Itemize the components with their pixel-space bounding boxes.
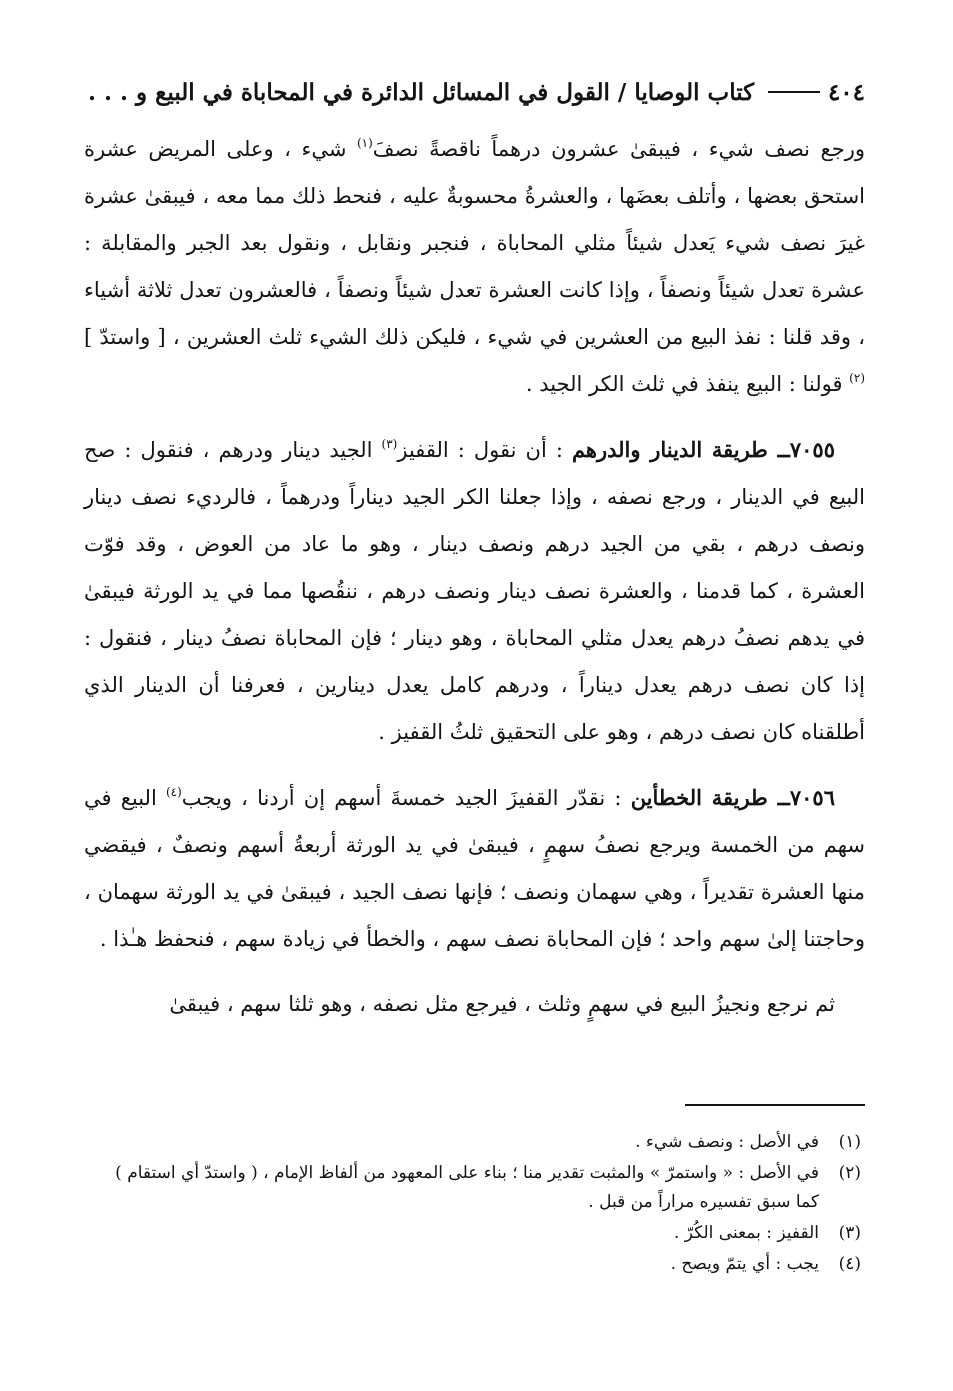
footnote-ref[interactable]: (٣) [381, 437, 398, 451]
footnote-1 [96, 1128, 861, 1157]
footnote-3 [96, 1219, 861, 1248]
footnotes [96, 1128, 861, 1281]
paragraph-text: قولنا : البيع ينفذ في ثلث الكر الجيد . [525, 372, 850, 396]
running-title: كتاب الوصايا / القول في المسائل الدائرة في المحاباة في البيع و . . . [88, 78, 755, 106]
paragraph-text: : أن نقول : القفيز [397, 438, 572, 462]
footnote-number: (٤) [838, 1254, 861, 1274]
main-text [84, 126, 865, 1028]
paragraph-7056 [84, 774, 865, 963]
footnote-divider [685, 1104, 865, 1106]
footnote-text: في الأصل : « واستمرّ » والمثبت تقدير منا ؛ بناء على المعهود من ألفاظ الإمام ، ( واستدّ أي استقام ) كما سبق تفسيره مراراً من قبل . [115, 1163, 819, 1212]
paragraph-continued [84, 126, 865, 408]
footnote-ref[interactable]: (٢) [849, 371, 865, 385]
running-header [88, 72, 865, 112]
paragraph-text: شيء ، وعلى المريض عشرة استحق بعضها ، وأتلف بعضَها ، والعشرةُ محسوبةٌ عليه ، فنحط ذلك مما معه ، فيبقىٰ عشرة غيرَ نصف شيء يَعدل شيئاً مثلي المحاباة ، فنجبر ونقابل ، ونقول بعد الجبر والمقابلة : عشرة تعدل شيئاً ونصفاً ، وإذا كانت العشرة تعدل شيئاً ونصفاً ، فالعشرون تعدل ثلاثة أشياء ، وقد قلنا : نفذ البيع من العشرين في شيء ، فليكن ذلك الشيء ثلث العشرين ، [ واستدّ ] [84, 137, 865, 349]
paragraph-text: ثم نرجع ونجيزُ البيع في سهمٍ وثلث ، فيرجع مثل نصفه ، وهو ثلثا سهم ، فيبقىٰ [169, 992, 835, 1016]
footnote-number: (٣) [838, 1223, 861, 1243]
section-number: ٧٠٥٥ــ [767, 437, 835, 462]
paragraph-text: ورجع نصف شيء ، فيبقىٰ عشرون درهماً ناقصةً نصفَ [372, 137, 866, 161]
section-number: ٧٠٥٦ــ [767, 785, 835, 810]
paragraph-text: البيع في سهم من الخمسة ويرجع نصفُ سهمٍ ، فيبقىٰ في يد الورثة أربعةُ أسهم ونصفٌ ، فيقضي منها العشرة تقديراً ، وهي سهمان ونصف ؛ فإنها نصف الجيد ، فيبقىٰ في يد الورثة سهمان ، وحاجتنا إلىٰ سهم واحد ؛ فإن المحاباة نصف سهم ، والخطأ في زيادة سهم ، فنحفظ هـٰذا . [84, 786, 865, 951]
footnote-2 [96, 1159, 861, 1217]
footnote-ref[interactable]: (١) [356, 136, 373, 150]
footnote-number: (٢) [838, 1163, 861, 1183]
footnote-ref[interactable]: (٤) [165, 785, 182, 799]
section-term: طريقة الدينار والدرهم [571, 437, 768, 462]
footnote-4 [96, 1250, 861, 1279]
footnote-text: القفيز : بمعنى الكُرّ . [673, 1223, 819, 1243]
section-term: طريقة الخطأين [630, 785, 768, 810]
paragraph-text: : نقدّر القفيزَ الجيد خمسةَ أسهم إن أردنا ، ويجب [181, 786, 631, 810]
page-number: ٤٠٤ [827, 78, 865, 106]
header-rule [768, 91, 820, 93]
paragraph-continuing [84, 981, 865, 1028]
footnote-text: في الأصل : ونصف شيء . [635, 1132, 819, 1152]
footnote-number: (١) [838, 1132, 861, 1152]
paragraph-text: الجيد دينار ودرهم ، فنقول : صح البيع في الدينار ، ورجع نصفه ، وإذا جعلنا الكر الجيد ديناراً ودرهماً ، فالرديء نصف دينار ونصف درهم ، بقي من الجيد درهم ونصف دينار ، وهو ما عاد من العوض ، وقد فوّت العشرة ، كما قدمنا ، والعشرة نصف دينار ونصف درهم ، ننقُصها مما في يد الورثة فيبقىٰ في يدهم نصفُ درهم يعدل مثلي المحاباة ، وهو دينار ؛ فإن المحاباة نصفُ دينار ، فنقول : إذا كان نصف درهم يعدل ديناراً ، ودرهم كامل يعدل دينارين ، فعرفنا أن الدينار الذي أطلقناه كان نصف درهم ، وهو على التحقيق ثلثُ القفيز . [84, 438, 865, 744]
footnote-text: يجب : أي يتمّ ويصح . [670, 1254, 819, 1274]
paragraph-7055 [84, 426, 865, 756]
